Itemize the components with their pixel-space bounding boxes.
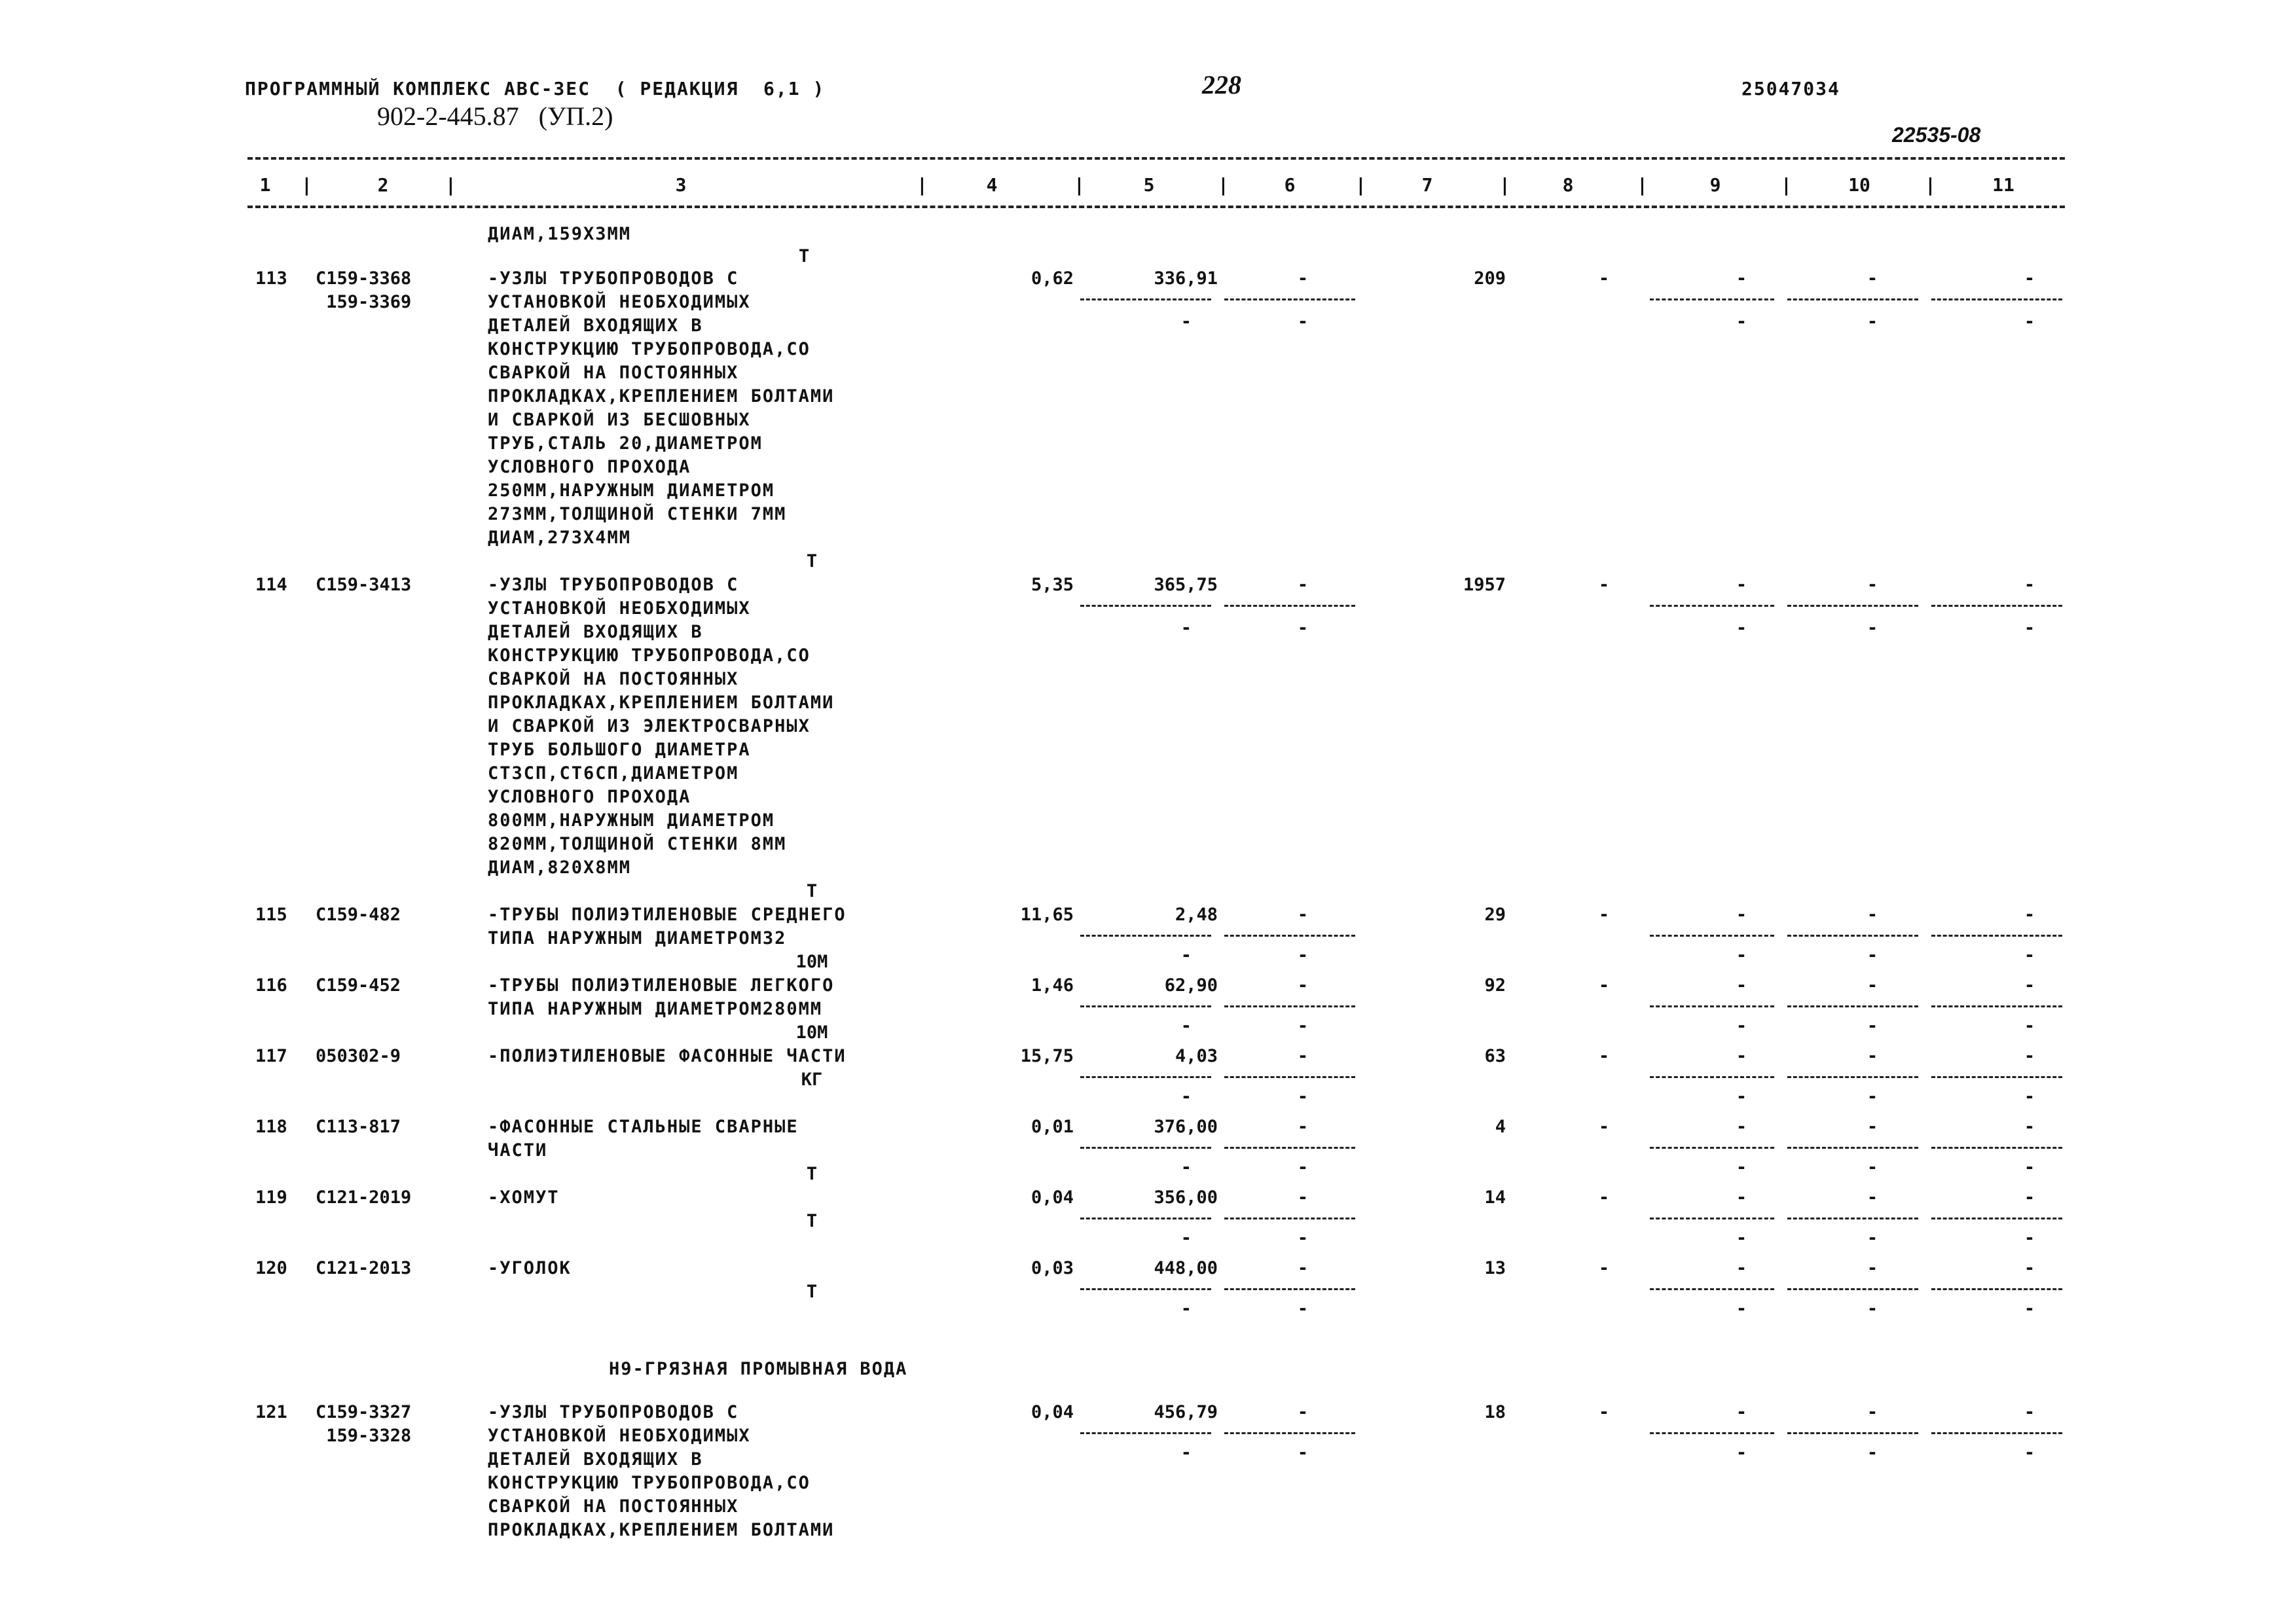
cell-col4: 0,03 <box>1030 1258 1074 1278</box>
cell-rule <box>1080 1218 1211 1219</box>
cell-col10-sub: - <box>1867 1016 1878 1036</box>
cell-col11-sub: - <box>2024 1443 2035 1463</box>
row-number: 113 <box>255 268 287 289</box>
cell-col9-sub: - <box>1736 1299 1747 1319</box>
section-title: Н9-ГРЯЗНАЯ ПРОМЫВНАЯ ВОДА <box>609 1359 908 1379</box>
cell-col9: - <box>1736 1258 1747 1278</box>
cell-col4: 0,04 <box>1030 1402 1074 1422</box>
cell-col11-sub: - <box>2024 618 2035 638</box>
cell-rule <box>1080 1147 1211 1149</box>
column-separator: | <box>445 174 456 196</box>
column-separator: | <box>1925 174 1936 196</box>
row-number: 116 <box>255 975 287 996</box>
cell-col6: - <box>1297 1117 1309 1137</box>
column-separator: | <box>1781 174 1792 196</box>
cell-rule <box>1224 1432 1355 1434</box>
cell-rule <box>1224 1218 1355 1219</box>
row-number: 117 <box>255 1046 287 1066</box>
row-code: 050302-9 <box>316 1046 401 1066</box>
cell-col8: - <box>1598 268 1610 289</box>
page-number: 228 <box>1202 70 1241 99</box>
cell-col5: 336,91 <box>1154 268 1218 289</box>
row-description: -ТРУБЫ ПОЛИЭТИЛЕНОВЫЕ СРЕДНЕГО ТИПА НАРУЖНЫМ ДИАМЕТРОМ32 <box>488 905 847 948</box>
cell-col5: 62,90 <box>1164 975 1218 996</box>
cell-col6-sub: - <box>1297 618 1309 638</box>
cell-col6-sub: - <box>1297 1299 1309 1319</box>
cell-col11: - <box>2024 905 2035 925</box>
row-code: С159-3368 159-3369 <box>316 268 412 312</box>
cell-col7: 1957 <box>1463 575 1506 595</box>
cell-rule <box>1224 935 1355 937</box>
cell-col6-sub: - <box>1297 1016 1309 1036</box>
cell-col8: - <box>1598 1046 1610 1066</box>
cell-col5-sub: - <box>1180 618 1192 638</box>
row-description: -УЗЛЫ ТРУБОПРОВОДОВ С УСТАНОВКОЙ НЕОБХОДИМЫХ ДЕТАЛЕЙ ВХОДЯЩИХ В КОНСТРУКЦИЮ ТРУБОПРОВОДА,СО СВАРКОЙ НА ПОСТОЯННЫХ ПРОКЛАДКАХ,КРЕПЛЕНИЕМ БОЛТАМИ <box>488 1402 835 1540</box>
cell-col4: 0,62 <box>1030 268 1074 289</box>
cell-rule <box>1650 1076 1774 1078</box>
cell-col9: - <box>1736 1046 1747 1066</box>
cell-col6-sub: - <box>1297 1443 1309 1463</box>
cell-col5-sub: - <box>1180 1228 1192 1248</box>
row-code: С159-3413 <box>316 575 412 595</box>
cell-rule <box>1787 298 1918 300</box>
cell-rule <box>1931 1218 2062 1219</box>
cell-col9: - <box>1736 268 1747 289</box>
cell-col7: 63 <box>1484 1046 1506 1066</box>
column-number: 8 <box>1562 174 1574 196</box>
cell-col6: - <box>1297 1046 1309 1066</box>
column-number: 7 <box>1421 174 1433 196</box>
cell-col6-sub: - <box>1297 1157 1309 1178</box>
continuation-desc: ДИАМ,159Х3ММ <box>488 224 632 244</box>
cell-col5-sub: - <box>1180 1087 1192 1107</box>
cell-rule <box>1650 1147 1774 1149</box>
cell-col6: - <box>1297 905 1309 925</box>
row-number: 121 <box>255 1402 287 1422</box>
cell-rule <box>1650 605 1774 607</box>
cell-col6-sub: - <box>1297 1087 1309 1107</box>
cell-rule <box>1787 1288 1918 1290</box>
row-description: -ФАСОННЫЕ СТАЛЬНЫЕ СВАРНЫЕ ЧАСТИ <box>488 1117 799 1161</box>
cell-col10-sub: - <box>1867 1087 1878 1107</box>
row-unit: 10М <box>795 952 828 972</box>
cell-col10-sub: - <box>1867 1157 1878 1178</box>
cell-col11-sub: - <box>2024 1228 2035 1248</box>
cell-col4: 15,75 <box>1020 1046 1074 1066</box>
cell-col11: - <box>2024 1117 2035 1137</box>
cell-col4: 11,65 <box>1020 905 1074 925</box>
cell-rule <box>1931 605 2062 607</box>
cell-col6: - <box>1297 1258 1309 1278</box>
cell-col10-sub: - <box>1867 945 1878 965</box>
column-number: 4 <box>986 174 998 196</box>
table-header-rule <box>247 206 2065 208</box>
cell-col10-sub: - <box>1867 1228 1878 1248</box>
cell-col8: - <box>1598 1402 1610 1422</box>
cell-rule <box>1650 1218 1774 1219</box>
row-code: С121-2013 <box>316 1258 412 1278</box>
row-description: -УЗЛЫ ТРУБОПРОВОДОВ С УСТАНОВКОЙ НЕОБХОДИМЫХ ДЕТАЛЕЙ ВХОДЯЩИХ В КОНСТРУКЦИЮ ТРУБОПРОВОДА,СО СВАРКОЙ НА ПОСТОЯННЫХ ПРОКЛАДКАХ,КРЕПЛЕНИЕМ БОЛТАМИ И СВАРКОЙ ИЗ ЭЛЕКТРОСВАРНЫХ ТРУБ БОЛЬШОГО ДИАМЕТРА СТ3СП,СТ6СП,ДИАМЕТРОМ УСЛОВНОГО ПРОХОДА 800ММ,НАРУЖНЫМ ДИАМЕТРОМ 820ММ,ТОЛЩИНОЙ СТЕНКИ 8ММ ДИАМ,820Х8ММ <box>488 575 835 878</box>
cell-rule <box>1080 1076 1211 1078</box>
cell-col9: - <box>1736 1117 1747 1137</box>
cell-col9-sub: - <box>1736 1016 1747 1036</box>
cell-col10: - <box>1867 1117 1878 1137</box>
row-unit: Т <box>806 1211 818 1231</box>
cell-col4: 5,35 <box>1030 575 1074 595</box>
cell-col5-sub: - <box>1180 1016 1192 1036</box>
cell-col11: - <box>2024 1046 2035 1066</box>
cell-col6: - <box>1297 1402 1309 1422</box>
cell-rule <box>1931 1005 2062 1007</box>
column-number: 9 <box>1709 174 1721 196</box>
cell-col8: - <box>1598 905 1610 925</box>
cell-rule <box>1080 605 1211 607</box>
column-number: 5 <box>1143 174 1155 196</box>
cell-col9-sub: - <box>1736 1443 1747 1463</box>
cell-rule <box>1650 1432 1774 1434</box>
cell-col5: 2,48 <box>1175 905 1218 925</box>
cell-col11: - <box>2024 1187 2035 1208</box>
cell-col5: 456,79 <box>1154 1402 1218 1422</box>
column-number: 3 <box>675 174 687 196</box>
cell-col10: - <box>1867 905 1878 925</box>
cell-col6-sub: - <box>1297 312 1309 332</box>
cell-col11: - <box>2024 268 2035 289</box>
cell-rule <box>1787 1076 1918 1078</box>
cell-col4: 0,01 <box>1030 1117 1074 1137</box>
cell-rule <box>1224 1076 1355 1078</box>
cell-col8: - <box>1598 575 1610 595</box>
cell-col11-sub: - <box>2024 312 2035 332</box>
cell-col8: - <box>1598 975 1610 996</box>
row-unit: 10М <box>795 1022 828 1043</box>
cell-col11: - <box>2024 975 2035 996</box>
cell-col6: - <box>1297 268 1309 289</box>
row-description: -ПОЛИЭТИЛЕНОВЫЕ ФАСОННЫЕ ЧАСТИ <box>488 1046 847 1066</box>
cell-col4: 0,04 <box>1030 1187 1074 1208</box>
cell-col10-sub: - <box>1867 1443 1878 1463</box>
cell-col6-sub: - <box>1297 1228 1309 1248</box>
cell-rule <box>1787 935 1918 937</box>
cell-col5: 4,03 <box>1175 1046 1218 1066</box>
cell-col7: 14 <box>1484 1187 1506 1208</box>
cell-col5: 356,00 <box>1154 1187 1218 1208</box>
cell-col6: - <box>1297 975 1309 996</box>
row-code: С159-452 <box>316 975 401 996</box>
cell-col10: - <box>1867 1402 1878 1422</box>
cell-rule <box>1787 1218 1918 1219</box>
cell-col5-sub: - <box>1180 1443 1192 1463</box>
row-code: С121-2019 <box>316 1187 412 1208</box>
column-separator: | <box>301 174 312 196</box>
cell-col6: - <box>1297 575 1309 595</box>
continuation-unit: Т <box>799 246 810 266</box>
row-number: 115 <box>255 905 287 925</box>
cell-col11-sub: - <box>2024 1157 2035 1178</box>
cell-rule <box>1080 298 1211 300</box>
cell-col10-sub: - <box>1867 1299 1878 1319</box>
cell-col7: 29 <box>1484 905 1506 925</box>
cell-col11-sub: - <box>2024 1016 2035 1036</box>
cell-rule <box>1931 298 2062 300</box>
cell-col9: - <box>1736 975 1747 996</box>
column-number: 10 <box>1848 174 1870 196</box>
column-separator: | <box>1074 174 1085 196</box>
column-number: 2 <box>377 174 389 196</box>
row-number: 119 <box>255 1187 287 1208</box>
column-number: 1 <box>259 174 271 196</box>
row-number: 120 <box>255 1258 287 1278</box>
cell-rule <box>1650 298 1774 300</box>
row-unit: Т <box>806 1164 818 1184</box>
cell-rule <box>1931 935 2062 937</box>
cell-col6-sub: - <box>1297 945 1309 965</box>
cell-col9: - <box>1736 1402 1747 1422</box>
row-description: -ХОМУТ <box>488 1187 560 1208</box>
cell-col5-sub: - <box>1180 312 1192 332</box>
cell-rule <box>1931 1076 2062 1078</box>
sheet-reference: 22535-08 <box>1892 123 1981 147</box>
cell-rule <box>1931 1432 2062 1434</box>
cell-col11: - <box>2024 1258 2035 1278</box>
cell-rule <box>1787 1147 1918 1149</box>
column-separator: | <box>1499 174 1510 196</box>
cell-col11-sub: - <box>2024 945 2035 965</box>
cell-rule <box>1224 298 1355 300</box>
row-unit: Т <box>806 1282 818 1302</box>
cell-rule <box>1224 1288 1355 1290</box>
cell-col9: - <box>1736 905 1747 925</box>
document-id: 25047034 <box>1741 78 1840 99</box>
row-description: -УЗЛЫ ТРУБОПРОВОДОВ С УСТАНОВКОЙ НЕОБХОДИМЫХ ДЕТАЛЕЙ ВХОДЯЩИХ В КОНСТРУКЦИЮ ТРУБОПРОВОДА,СО СВАРКОЙ НА ПОСТОЯННЫХ ПРОКЛАДКАХ,КРЕПЛЕНИЕМ БОЛТАМИ И СВАРКОЙ ИЗ БЕСШОВНЫХ ТРУБ,СТАЛЬ 20,ДИАМЕТРОМ УСЛОВНОГО ПРОХОДА 250ММ,НАРУЖНЫМ ДИАМЕТРОМ 273ММ,ТОЛЩИНОЙ СТЕНКИ 7ММ ДИАМ,273Х4ММ <box>488 268 835 548</box>
row-unit: КГ <box>801 1070 823 1090</box>
cell-rule <box>1931 1147 2062 1149</box>
cell-col11-sub: - <box>2024 1087 2035 1107</box>
cell-col7: 13 <box>1484 1258 1506 1278</box>
cell-col10: - <box>1867 575 1878 595</box>
cell-col9-sub: - <box>1736 312 1747 332</box>
cell-rule <box>1224 1147 1355 1149</box>
row-description: -УГОЛОК <box>488 1258 572 1278</box>
row-number: 114 <box>255 575 287 595</box>
row-description: -ТРУБЫ ПОЛИЭТИЛЕНОВЫЕ ЛЕГКОГО ТИПА НАРУЖНЫМ ДИАМЕТРОМ280ММ <box>488 975 835 1019</box>
cell-col5-sub: - <box>1180 1157 1192 1178</box>
cell-col7: 209 <box>1474 268 1506 289</box>
cell-rule <box>1650 1288 1774 1290</box>
cell-col5: 448,00 <box>1154 1258 1218 1278</box>
cell-col9-sub: - <box>1736 1157 1747 1178</box>
row-code: С113-817 <box>316 1117 401 1137</box>
program-title: ПРОГРАММНЫЙ КОМПЛЕКС АВС-ЗЕС ( РЕДАКЦИЯ 6,1 ) <box>245 78 826 99</box>
cell-col5-sub: - <box>1180 1299 1192 1319</box>
cell-rule <box>1080 1432 1211 1434</box>
cell-rule <box>1650 935 1774 937</box>
cell-col9-sub: - <box>1736 1228 1747 1248</box>
row-code: С159-482 <box>316 905 401 925</box>
cell-rule <box>1080 935 1211 937</box>
column-separator: | <box>1637 174 1648 196</box>
cell-col7: 92 <box>1484 975 1506 996</box>
cell-col11-sub: - <box>2024 1299 2035 1319</box>
document-code: 902-2-445.87 (УП.2) <box>377 101 613 131</box>
cell-col9: - <box>1736 575 1747 595</box>
cell-col9-sub: - <box>1736 618 1747 638</box>
cell-col4: 1,46 <box>1030 975 1074 996</box>
column-separator: | <box>1355 174 1366 196</box>
cell-col5: 365,75 <box>1154 575 1218 595</box>
cell-col10: - <box>1867 1187 1878 1208</box>
cell-col8: - <box>1598 1187 1610 1208</box>
cell-rule <box>1787 1005 1918 1007</box>
column-separator: | <box>1218 174 1229 196</box>
cell-col9-sub: - <box>1736 945 1747 965</box>
row-unit: Т <box>806 881 818 901</box>
cell-rule <box>1787 605 1918 607</box>
cell-col5: 376,00 <box>1154 1117 1218 1137</box>
column-separator: | <box>917 174 928 196</box>
cell-col11: - <box>2024 1402 2035 1422</box>
cell-rule <box>1931 1288 2062 1290</box>
cell-col10: - <box>1867 1258 1878 1278</box>
cell-col7: 18 <box>1484 1402 1506 1422</box>
column-number: 11 <box>1992 174 2014 196</box>
cell-col5-sub: - <box>1180 945 1192 965</box>
cell-col9-sub: - <box>1736 1087 1747 1107</box>
cell-col8: - <box>1598 1258 1610 1278</box>
row-number: 118 <box>255 1117 287 1137</box>
cell-col10-sub: - <box>1867 312 1878 332</box>
cell-col10: - <box>1867 268 1878 289</box>
column-number: 6 <box>1284 174 1296 196</box>
cell-rule <box>1224 605 1355 607</box>
cell-rule <box>1080 1288 1211 1290</box>
cell-rule <box>1787 1432 1918 1434</box>
cell-col10: - <box>1867 975 1878 996</box>
cell-col8: - <box>1598 1117 1610 1137</box>
cell-col9: - <box>1736 1187 1747 1208</box>
row-code: С159-3327 159-3328 <box>316 1402 412 1446</box>
cell-col11: - <box>2024 575 2035 595</box>
row-unit: Т <box>806 551 818 571</box>
cell-rule <box>1650 1005 1774 1007</box>
cell-rule <box>1224 1005 1355 1007</box>
cell-rule <box>1080 1005 1211 1007</box>
cell-col7: 4 <box>1495 1117 1506 1137</box>
table-top-rule <box>247 157 2065 160</box>
cell-col10-sub: - <box>1867 618 1878 638</box>
cell-col6: - <box>1297 1187 1309 1208</box>
cell-col10: - <box>1867 1046 1878 1066</box>
